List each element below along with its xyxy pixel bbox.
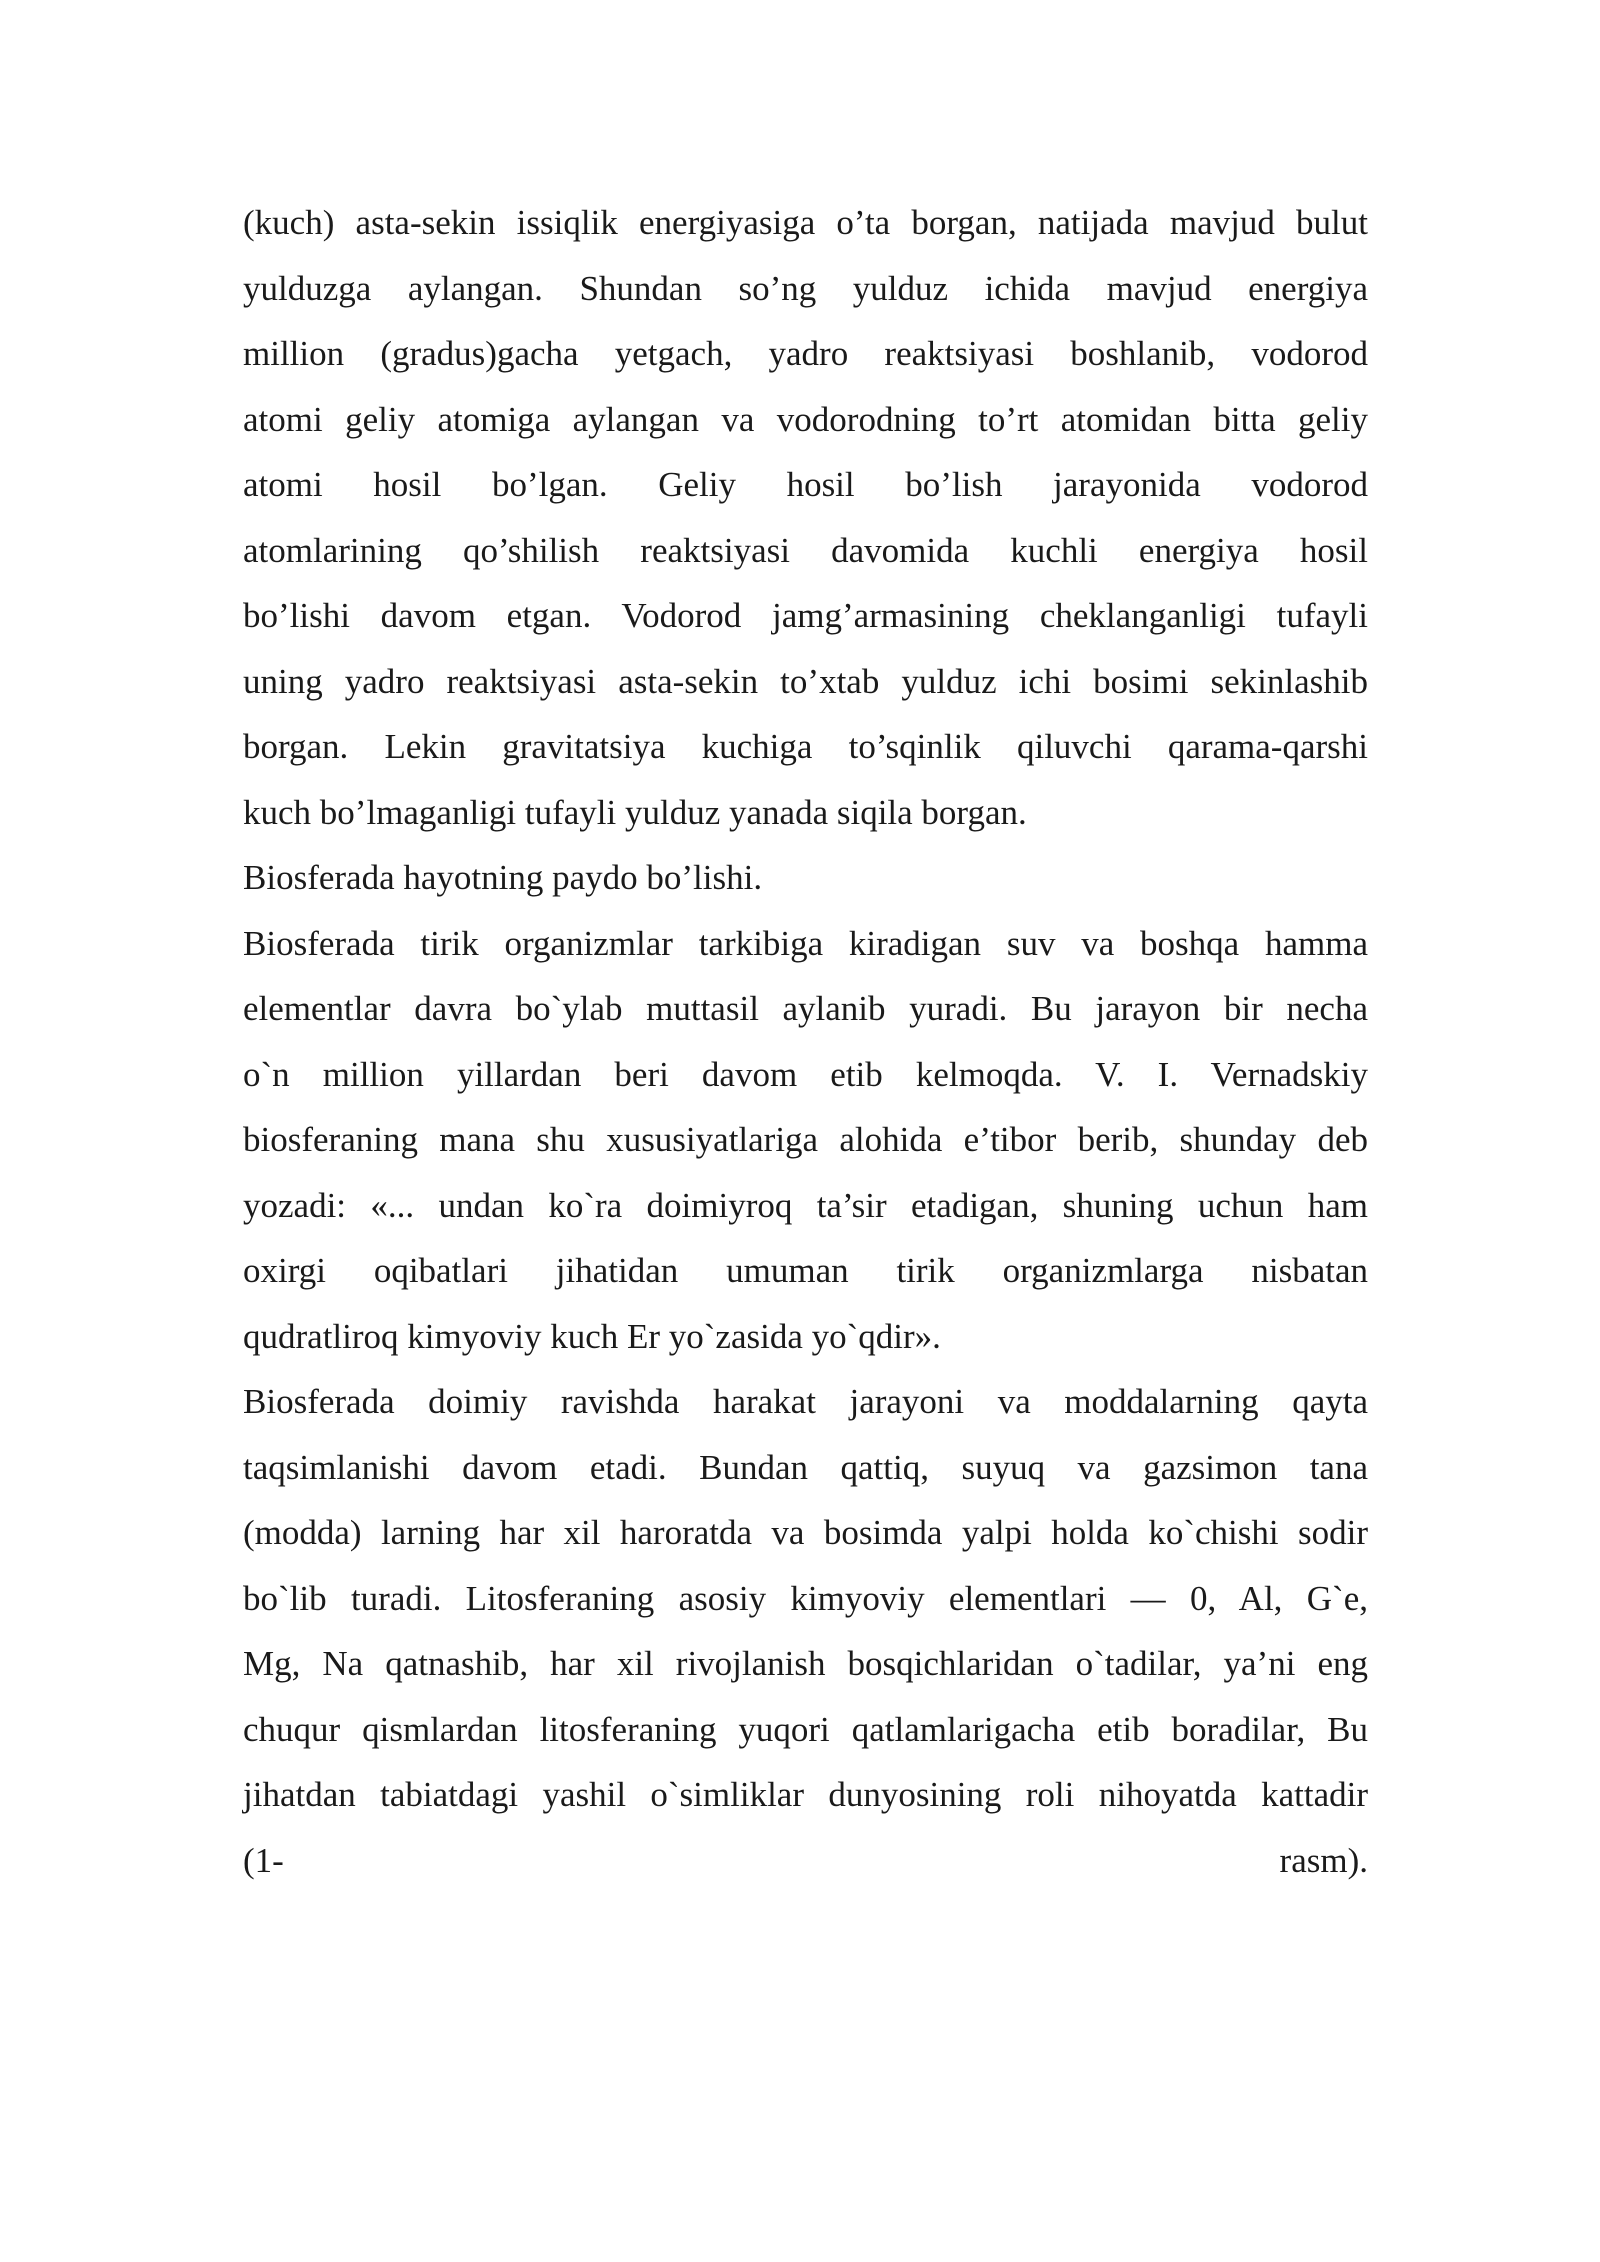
text-line: bo’lishi davom etgan. Vodorod jamg’armasining cheklanganligi tufayli [243, 596, 1368, 635]
section-heading: Biosferada hayotning paydo bo’lishi. [243, 858, 763, 897]
text-line: (kuch) asta-sekin issiqlik energiyasiga o’ta borgan, natijada mavjud bulut [243, 203, 1368, 242]
text-line: (modda) larning har xil haroratda va bosimda yalpi holda ko`chishi sodir [243, 1513, 1368, 1552]
text-line: bo`lib turadi. Litosferaning asosiy kimyoviy elementlari — 0, Al, G`e, [243, 1578, 1368, 1618]
text-line: atomlarining qo’shilish reaktsiyasi davomida kuchli energiya hosil [243, 530, 1368, 570]
text-line: atomi hosil bo’lgan. Geliy hosil bo’lish jarayonida vodorod [243, 465, 1368, 504]
text-line: biosferaning mana shu xususiyatlariga alohida e’tibor berib, shunday deb [243, 1120, 1368, 1159]
text-line: Biosferada tirik organizmlar tarkibiga kiradigan suv va boshqa hamma [243, 923, 1368, 963]
text-line: chuqur qismlardan litosferaning yuqori qatlamlarigacha etib boradilar, Bu [243, 1709, 1368, 1749]
text-line: million (gradus)gacha yetgach, yadro reaktsiyasi boshlanib, vodorod [243, 334, 1368, 373]
text-line: oxirgi oqibatlari jihatidan umuman tirik organizmlarga nisbatan [243, 1251, 1368, 1290]
text-line: (1- rasm). [243, 1840, 1368, 1880]
text-line: kuch bo’lmaganligi tufayli yulduz yanada siqila borgan. [243, 792, 1027, 832]
text-line: yulduzga aylangan. Shundan so’ng yulduz ichida mavjud energiya [243, 268, 1368, 308]
text-line: Mg, Na qatnashib, har xil rivojlanish bosqichlaridan o`tadilar, ya’ni eng [243, 1644, 1368, 1683]
text-line: jihatdan tabiatdagi yashil o`simliklar dunyosining roli nihoyatda kattadir [243, 1775, 1368, 1814]
text-line: uning yadro reaktsiyasi asta-sekin to’xtab yulduz ichi bosimi sekinlashib [243, 661, 1368, 701]
document-body [243, 190, 1368, 1893]
text-line: taqsimlanishi davom etadi. Bundan qattiq, suyuq va gazsimon tana [243, 1447, 1368, 1487]
text-line: qudratliroq kimyoviy kuch Er yo`zasida yo`qdir». [243, 1316, 941, 1356]
text-line: elementlar davra bo`ylab muttasil aylanib yuradi. Bu jarayon bir necha [243, 989, 1368, 1028]
text-line: Biosferada doimiy ravishda harakat jarayoni va moddalarning qayta [243, 1382, 1368, 1421]
text-line: o`n million yillardan beri davom etib kelmoqda. V. I. Vernadskiy [243, 1054, 1368, 1094]
text-line: borgan. Lekin gravitatsiya kuchiga to’sqinlik qiluvchi qarama-qarshi [243, 727, 1368, 766]
text-line: atomi geliy atomiga aylangan va vodorodning to’rt atomidan bitta geliy [243, 399, 1368, 439]
text-line: yozadi: «... undan ko`ra doimiyroq ta’sir etadigan, shuning uchun ham [243, 1185, 1368, 1225]
